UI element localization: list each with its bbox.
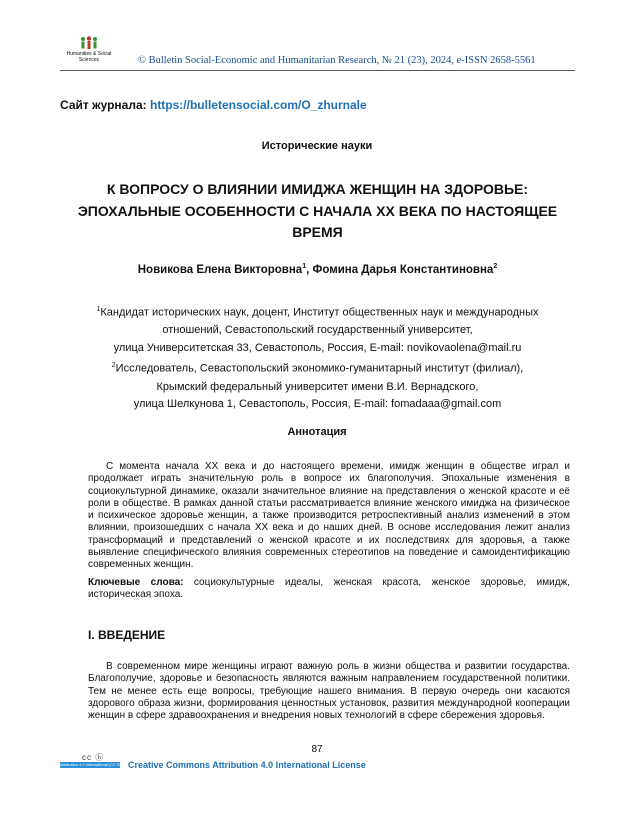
cc-badge[interactable]	[60, 752, 131, 772]
intro-heading: I. ВВЕДЕНИЕ	[88, 628, 166, 642]
affiliation-line-2: отношений, Севастопольский государственный университет,	[162, 324, 473, 337]
header-divider	[60, 70, 575, 71]
cc-bar: Attribution 4.0 International (CC BY 4.0)	[60, 762, 131, 767]
abstract-heading: Аннотация	[287, 426, 347, 438]
affiliation-sup-2: 2	[111, 362, 116, 370]
site-label: Сайт журнала:	[60, 98, 150, 112]
logo-people-icon	[78, 36, 100, 50]
affiliation-line-6: улица Шелкунова 1, Севастополь, Россия, E-mail: fomadaaa@gmail.com	[133, 398, 502, 411]
license-link[interactable]: Creative Commons Attribution 4.0 International License	[128, 760, 366, 770]
logo-text-line2: Sciences	[78, 57, 100, 63]
page-number: 87	[311, 744, 323, 755]
journal-citation: © Bulletin Social-Economic and Humanitarian Research, № 21 (23), 2024, e-ISSN 2658-5561	[138, 55, 536, 66]
affiliation-line-3: улица Университетская 33, Севастополь, Россия, E-mail: novikovaolena@mail.ru	[113, 341, 522, 354]
affiliation-sup-1: 1	[96, 306, 101, 313]
journal-logo	[60, 36, 118, 70]
abstract-text: С момента начала XX века и до настоящего времени, имидж женщин в обществе играл и продолжает играть значительную роль в вопросе их благополучия. Эпохальные изменения в социокультурной динамике, оказали значительное влияние на представления о женской красоте и её роли в обществе. В рамках данной статьи рассматривается влияние женского имиджа на физическое и психическое здоровье женщин, а также производится ретроспективный анализ изменений в этом влиянии, произошедших с начала XX века и до наших дней. В основе исследования лежит анализ трансформаций и представлений о женской красоте и их последствиях для здоровья, а также выявление специфического влияния современных стереотипов на поведение и самоидентификацию современных женщин.	[88, 461, 570, 571]
title-line-1: К ВОПРОСУ О ВЛИЯНИИ ИМИДЖА ЖЕНЩИН НА ЗДОРОВЬЕ:	[106, 181, 529, 197]
journal-site	[60, 98, 367, 112]
intro-text: В современном мире женщины играют важную роль в жизни общества и развитии государства. Благополучие, здоровье и безопасность являются важным направлением государственной политики. Тем не менее есть еще вопросы, требующие нашего внимания. В первую очередь они касаются здорового образа жизни, формирования ценностных установок, развития международной кооперации женщин в сфере здравоохранения и внедрения новых технологий в сфере сбережения здоровья.	[88, 661, 570, 722]
author-separator: ,	[306, 263, 313, 276]
affiliations	[60, 301, 575, 414]
title-line-2: ЭПОХАЛЬНЫЕ ОСОБЕННОСТИ С НАЧАЛА XX ВЕКА ПО НАСТОЯЩЕЕ	[77, 202, 558, 219]
keywords-label: Ключевые слова:	[88, 577, 184, 588]
affiliation-line-4: $^2$Исследователь, Севастопольский экономико-гуманитарный институт (филиал),	[111, 362, 524, 376]
keywords	[88, 577, 570, 602]
site-link[interactable]: https://bulletensocial.com/O_zhurnale	[149, 98, 367, 112]
keywords-text: социокультурные идеалы, женская красота, женское здоровье, имидж, историческая эпоха.	[88, 577, 571, 601]
title-line-3: ВРЕМЯ	[292, 224, 343, 240]
article-title	[60, 179, 575, 244]
affiliation-line-1: $^1$Кандидат исторических наук, доцент, Институт общественных наук и международных	[96, 306, 539, 319]
author-1-sup: 1	[302, 263, 307, 270]
author-1: Новикова Елена Викторовна	[137, 263, 303, 276]
logo-text-line1: Humanities & Social	[66, 51, 112, 57]
cc-icons: cc ⓑ	[82, 753, 105, 762]
author-2: Фомина Дарья Константиновна	[312, 263, 494, 276]
section-heading: Исторические науки	[261, 140, 373, 152]
affiliation-line-5: Крымский федеральный университет имени В.И. Вернадского,	[156, 380, 479, 393]
authors	[60, 263, 575, 276]
author-2-sup: 2	[493, 263, 498, 270]
